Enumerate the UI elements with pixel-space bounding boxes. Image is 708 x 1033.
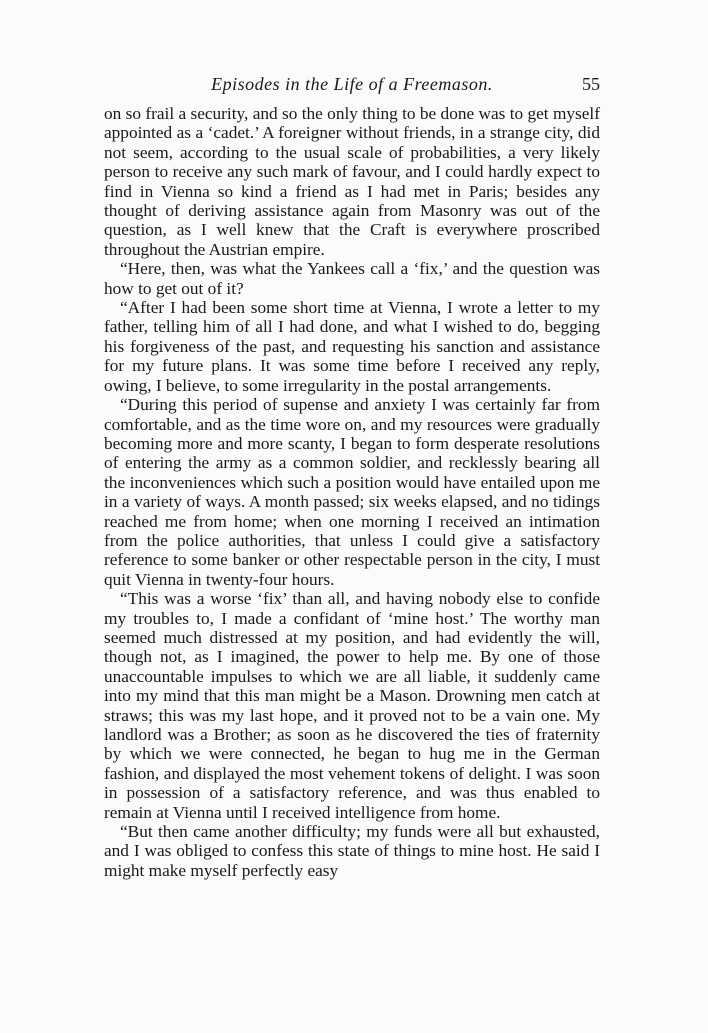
paragraph: “Here, then, was what the Yankees call a ‘fix,’ and the question was how to get out of it? [104, 259, 600, 298]
page-number: 55 [582, 74, 600, 94]
page-header [104, 74, 600, 104]
running-head: Episodes in the Life of a Freemason. [211, 74, 493, 94]
paragraph: “After I had been some short time at Vienna, I wrote a letter to my father, telling him of all I had done, and what I wished to do, begging his forgiveness of the past, and requesting his sanction and assistance for my future plans. It was some time before I received any reply, owing, I believe, to some irregularity in the postal arrangements. [104, 298, 600, 395]
book-page [104, 74, 600, 880]
paragraph: “But then came another difficulty; my funds were all but exhausted, and I was obliged to confess this state of things to mine host. He said I might make myself perfectly easy [104, 822, 600, 880]
paragraph: “This was a worse ‘fix’ than all, and having nobody else to confide my troubles to, I made a confidant of ‘mine host.’ The worthy man seemed much distressed at my position, and had evidently the will, though not, as I imagined, the power to help me. By one of those unaccountable impulses to which we are all liable, it suddenly came into my mind that this man might be a Mason. Drowning men catch at straws; this was my last hope, and it proved not to be a vain one. My landlord was a Brother; as soon as he discovered the ties of fraternity by which we were connected, he began to hug me in the German fashion, and displayed the most vehement tokens of delight. I was soon in possession of a satisfactory reference, and was thus enabled to remain at Vienna until I received intelligence from home. [104, 589, 600, 822]
paragraph: “During this period of supense and anxiety I was certainly far from comfortable, and as the time wore on, and my resources were gradually becoming more and more scanty, I began to form desperate resolutions of entering the army as a common soldier, and recklessly bearing all the inconveniences which such a position would have entailed upon me in a variety of ways. A month passed; six weeks elapsed, and no tidings reached me from home; when one morning I received an intimation from the police authorities, that unless I could give a satisfactory reference to some banker or other respectable person in the city, I must quit Vienna in twenty-four hours. [104, 395, 600, 589]
body-text [104, 104, 600, 880]
paragraph: on so frail a security, and so the only thing to be done was to get myself appointed as a ‘cadet.’ A foreigner without friends, in a strange city, did not seem, according to the usual scale of probabilities, a very likely person to receive any such mark of favour, and I could hardly expect to find in Vienna so kind a friend as I had met in Paris; besides any thought of deriving assistance again from Masonry was out of the question, as I well knew that the Craft is everywhere proscribed throughout the Austrian empire. [104, 104, 600, 259]
